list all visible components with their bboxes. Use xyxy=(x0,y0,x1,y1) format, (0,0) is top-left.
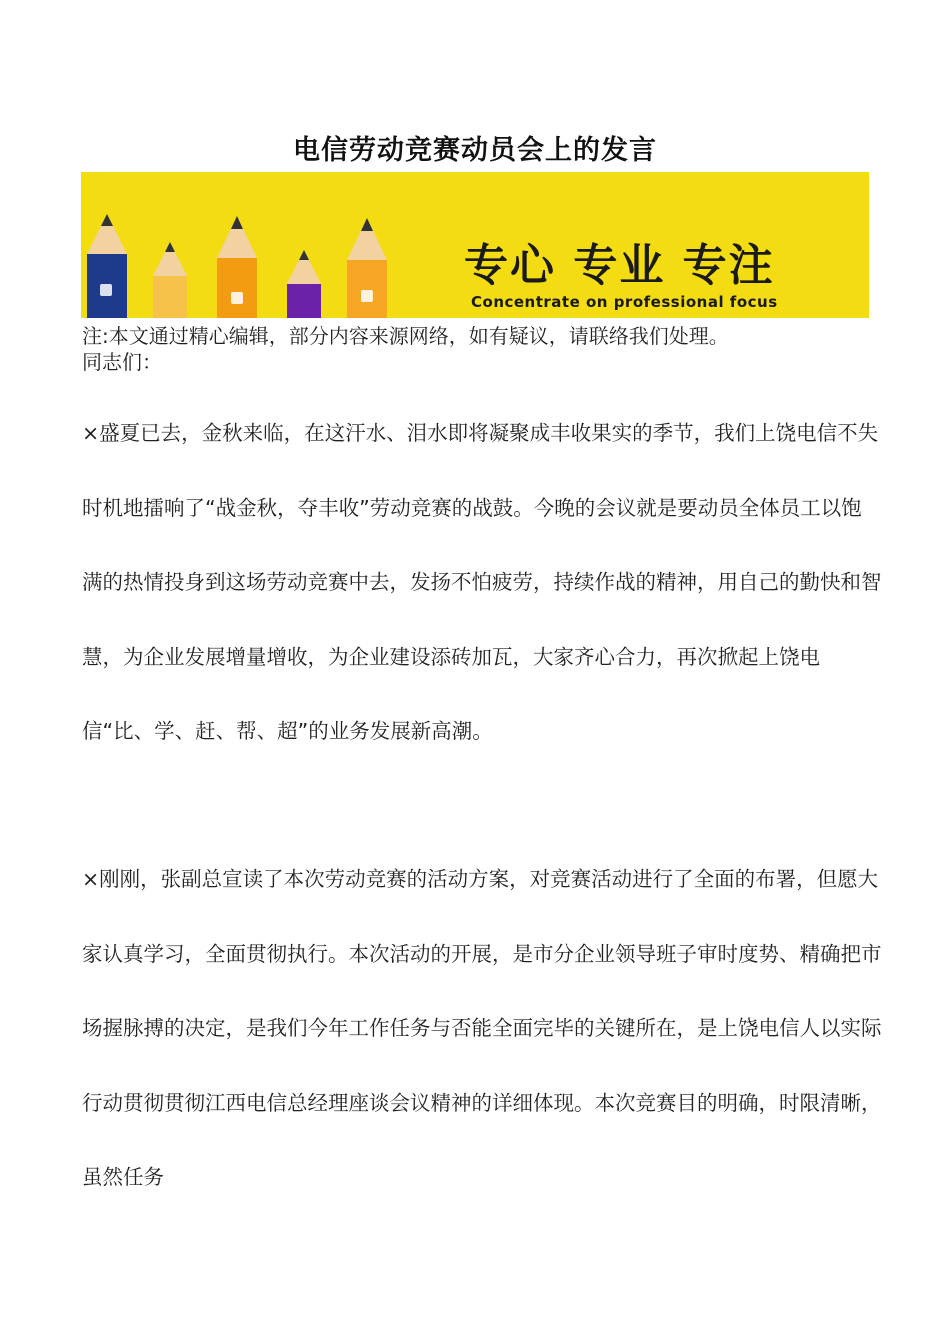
page-title: 电信劳动竞赛动员会上的发言 xyxy=(293,135,657,166)
note-line: 注:本文通过精心编辑，部分内容来源网络，如有疑议，请联络我们处理。 xyxy=(82,324,729,348)
banner-subtitle: Concentrate on professional focus xyxy=(471,293,778,311)
note-block xyxy=(82,323,882,375)
pencil-icon xyxy=(287,250,321,318)
pencil-icon xyxy=(153,242,187,318)
pencil-icon xyxy=(217,216,257,318)
paragraph: ×刚刚，张副总宣读了本次劳动竞赛的活动方案，对竞赛活动进行了全面的布署，但愿大家认真学习，全面贯彻执行。本次活动的开展，是市分企业领导班子审时度势、精确把市场握脉搏的决定，是我们今年工作任务与否能全面完毕的关键所在，是上饶电信人以实际行动贯彻贯彻江西电信总经理座谈会议精神的详细体现。本次竞赛目的明确，时限清晰，虽然任务 xyxy=(82,867,882,1189)
pencil-icon xyxy=(87,214,127,318)
banner-image xyxy=(81,172,869,318)
greeting: 同志们： xyxy=(82,350,162,374)
pencil-icon xyxy=(347,218,387,318)
banner-slogan: 专心 专业 专注 xyxy=(464,240,775,291)
paragraph: ×盛夏已去，金秋来临，在这汗水、泪水即将凝聚成丰收果实的季节，我们上饶电信不失时机地擂响了“战金秋，夺丰收”劳动竞赛的战鼓。今晚的会议就是要动员全体员工以饱满的热情投身到这场劳动竞赛中去，发扬不怕疲劳，持续作战的精神，用自己的勤快和智慧，为企业发展增量增收，为企业建设添砖加瓦，大家齐心合力，再次掀起上饶电信“比、学、赶、帮、超”的业务发展新高潮。 xyxy=(82,421,882,743)
